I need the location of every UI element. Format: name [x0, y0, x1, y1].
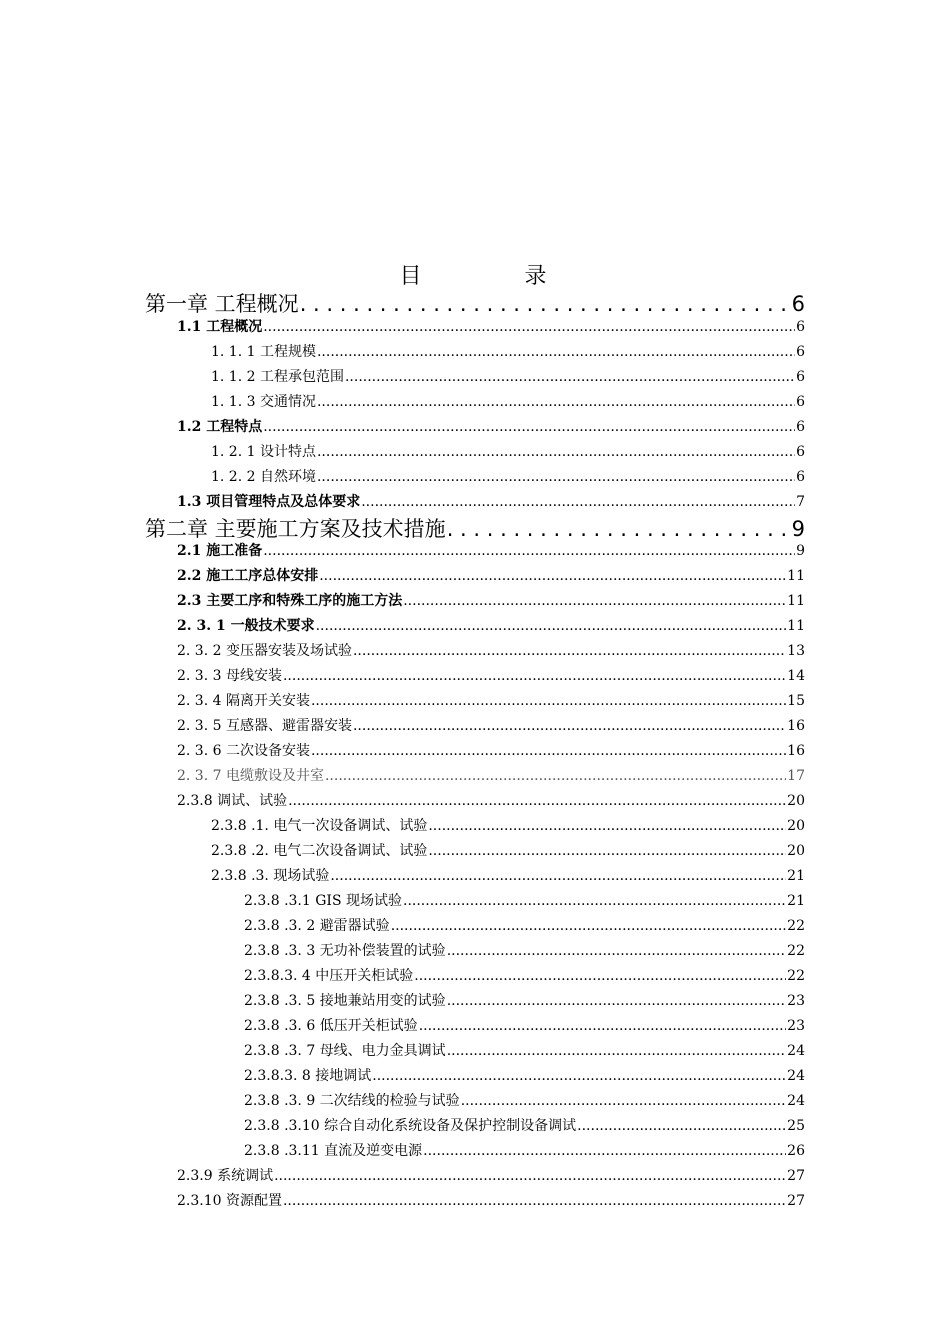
- toc-entry-label: 2.3.8 .1. 电气一次设备调试、试验: [211, 818, 428, 834]
- toc-entry-page: 11: [787, 618, 805, 634]
- toc-entry-label: 2.3.8 .3. 7 母线、电力金具调试: [244, 1043, 446, 1059]
- toc-entry[interactable]: [244, 1040, 805, 1060]
- toc-entry-page: 24: [787, 1093, 805, 1109]
- leader-dots: [288, 793, 786, 809]
- toc-entry-label: 2.3.8 .3. 3 无功补偿装置的试验: [244, 943, 446, 959]
- toc-entry-page: 16: [787, 743, 805, 759]
- toc-entry-page: 24: [787, 1043, 805, 1059]
- toc-entry-label: 2.3.8 .3. 6 低压开关柜试验: [244, 1018, 418, 1034]
- toc-entry-label: 1. 1. 3 交通情况: [211, 394, 316, 410]
- toc-entry[interactable]: [177, 765, 805, 785]
- toc-entry-label: 2.3.8 调试、试验: [177, 793, 288, 809]
- toc-entry[interactable]: [244, 1140, 805, 1160]
- toc-entry[interactable]: [244, 1015, 805, 1035]
- toc-entry-page: 6: [796, 394, 805, 410]
- toc-entry[interactable]: [244, 890, 805, 910]
- toc-entry-page: 23: [787, 993, 805, 1009]
- toc-entry[interactable]: [211, 840, 805, 860]
- toc-entry-page: 20: [787, 793, 805, 809]
- toc-entry[interactable]: [177, 540, 805, 560]
- leader-dots: [311, 693, 786, 709]
- leader-dots: [428, 843, 786, 859]
- toc-entry-label: 2.3.8.3. 8 接地调试: [244, 1068, 372, 1084]
- toc-entry-label: 1. 2. 1 设计特点: [211, 444, 316, 460]
- toc-entry-page: 27: [787, 1193, 805, 1209]
- leader-dots: [414, 968, 786, 984]
- toc-entry-page: 21: [787, 893, 805, 909]
- leader-dots: [403, 893, 786, 909]
- leader-dots: [353, 643, 786, 659]
- leader-dots: [361, 494, 795, 510]
- toc-entry-page: 6: [796, 469, 805, 485]
- toc-entry-page: 21: [787, 868, 805, 884]
- toc-entry[interactable]: [211, 366, 805, 386]
- toc-entry[interactable]: [177, 715, 805, 735]
- leader-dots: [325, 768, 786, 784]
- toc-entry[interactable]: [177, 491, 805, 511]
- toc-entry[interactable]: [177, 590, 805, 610]
- toc-entry-label: 2. 3. 1 一般技术要求: [177, 618, 315, 634]
- toc-entry-label: 1.1 工程概况: [177, 319, 263, 335]
- toc-entry[interactable]: [211, 441, 805, 461]
- leader-dots: [391, 918, 786, 934]
- toc-entry-page: 7: [796, 494, 805, 510]
- toc-entry-page: 9: [796, 543, 805, 559]
- toc-entry[interactable]: [177, 640, 805, 660]
- toc-entry[interactable]: [244, 965, 805, 985]
- leader-dots: [447, 517, 791, 541]
- toc-entry-label: 1.3 项目管理特点及总体要求: [177, 494, 361, 510]
- toc-entry-page: 13: [787, 643, 805, 659]
- toc-entry[interactable]: [211, 391, 805, 411]
- leader-dots: [403, 593, 786, 609]
- toc-entry-page: 6: [796, 319, 805, 335]
- toc-entry-page: 15: [787, 693, 805, 709]
- leader-dots: [317, 469, 795, 485]
- leader-dots: [447, 993, 786, 1009]
- toc-entry-page: 11: [787, 593, 805, 609]
- toc-title: 目 录: [399, 264, 595, 289]
- leader-dots: [274, 1168, 786, 1184]
- toc-entry-page: 6: [796, 444, 805, 460]
- toc-entry-page: 6: [796, 344, 805, 360]
- leader-dots: [447, 1043, 786, 1059]
- toc-entry-page: 20: [787, 843, 805, 859]
- toc-entry-page: 27: [787, 1168, 805, 1184]
- toc-entry-label: 2.3.8 .2. 电气二次设备调试、试验: [211, 843, 428, 859]
- leader-dots: [263, 319, 795, 335]
- toc-entry-page: 11: [787, 568, 805, 584]
- toc-entry[interactable]: [177, 1165, 805, 1185]
- toc-entry[interactable]: [177, 316, 805, 336]
- toc-entry[interactable]: [244, 1090, 805, 1110]
- toc-entry[interactable]: [244, 940, 805, 960]
- toc-entry-label: 1. 1. 1 工程规模: [211, 344, 316, 360]
- toc-entry-page: 6: [796, 369, 805, 385]
- toc-entry-label: 1. 1. 2 工程承包范围: [211, 369, 344, 385]
- toc-entry-page: 17: [787, 768, 805, 784]
- toc-entry[interactable]: [145, 513, 805, 539]
- toc-entry[interactable]: [244, 1065, 805, 1085]
- toc-entry-label: 2.3.9 系统调试: [177, 1168, 274, 1184]
- toc-entry[interactable]: [244, 915, 805, 935]
- toc-entry-label: 2.3.8 .3. 现场试验: [211, 868, 330, 884]
- toc-entry-label: 2. 3. 5 互感器、避雷器安装: [177, 718, 352, 734]
- toc-entry-page: 22: [787, 918, 805, 934]
- toc-entry[interactable]: [177, 690, 805, 710]
- toc-entry-page: 6: [796, 419, 805, 435]
- toc-entry[interactable]: [211, 466, 805, 486]
- leader-dots: [345, 369, 795, 385]
- toc-entry[interactable]: [211, 341, 805, 361]
- toc-entry[interactable]: [177, 665, 805, 685]
- toc-entry-page: 23: [787, 1018, 805, 1034]
- toc-entry[interactable]: [244, 1115, 805, 1135]
- toc-entry-label: 2. 3. 3 母线安装: [177, 668, 282, 684]
- leader-dots: [300, 292, 791, 316]
- leader-dots: [577, 1118, 786, 1134]
- toc-entry-page: 22: [787, 943, 805, 959]
- toc-entry-page: 14: [787, 668, 805, 684]
- leader-dots: [316, 618, 787, 634]
- leader-dots: [330, 868, 786, 884]
- toc-entry[interactable]: [177, 790, 805, 810]
- toc-entry-label: 2.3.8 .3. 5 接地兼站用变的试验: [244, 993, 446, 1009]
- toc-entry-label: 2.3.8 .3.10 综合自动化系统设备及保护控制设备调试: [244, 1118, 577, 1134]
- leader-dots: [263, 543, 795, 559]
- leader-dots: [317, 394, 795, 410]
- toc-entry-label: 1. 2. 2 自然环境: [211, 469, 316, 485]
- leader-dots: [263, 419, 795, 435]
- toc-entry-label: 2.3.8 .3. 2 避雷器试验: [244, 918, 390, 934]
- toc-entry-label: 2.3.8.3. 4 中压开关柜试验: [244, 968, 414, 984]
- leader-dots: [319, 568, 786, 584]
- toc-entry[interactable]: [244, 990, 805, 1010]
- toc-entry-page: 20: [787, 818, 805, 834]
- toc-entry-label: 2.3 主要工序和特殊工序的施工方法: [177, 593, 403, 609]
- toc-entry-page: 24: [787, 1068, 805, 1084]
- leader-dots: [461, 1093, 786, 1109]
- toc-entry-label: 1.2 工程特点: [177, 419, 263, 435]
- toc-entry[interactable]: [211, 815, 805, 835]
- leader-dots: [423, 1143, 786, 1159]
- toc-entry[interactable]: [177, 416, 805, 436]
- toc-entry-label: 2.3.8 .3. 9 二次结线的检验与试验: [244, 1093, 460, 1109]
- leader-dots: [317, 444, 795, 460]
- toc-entry-page: 26: [787, 1143, 805, 1159]
- leader-dots: [283, 1193, 786, 1209]
- toc-entry-label: 2.3.10 资源配置: [177, 1193, 282, 1209]
- leader-dots: [372, 1068, 786, 1084]
- leader-dots: [311, 743, 786, 759]
- toc-entry-page: 22: [787, 968, 805, 984]
- leader-dots: [428, 818, 786, 834]
- toc-entry[interactable]: [177, 740, 805, 760]
- toc-entry-label: 2.2 施工工序总体安排: [177, 568, 319, 584]
- toc-entry-label: 2. 3. 6 二次设备安装: [177, 743, 310, 759]
- toc-entry-page: 9: [791, 517, 805, 541]
- toc-entry-label: 第一章 工程概况: [145, 292, 299, 316]
- toc-entry[interactable]: [211, 865, 805, 885]
- toc-entry-label: 2.3.8 .3.11 直流及逆变电源: [244, 1143, 423, 1159]
- toc-entry-label: 2.1 施工准备: [177, 543, 263, 559]
- toc-entry-label: 2. 3. 4 隔离开关安装: [177, 693, 310, 709]
- toc-entry-label: 2. 3. 2 变压器安装及场试验: [177, 643, 352, 659]
- toc-entry[interactable]: [177, 1190, 805, 1210]
- toc-entry-page: 25: [787, 1118, 805, 1134]
- toc-entry-label: 2. 3. 7 电缆敷设及井室: [177, 768, 324, 784]
- leader-dots: [353, 718, 786, 734]
- leader-dots: [419, 1018, 786, 1034]
- leader-dots: [283, 668, 786, 684]
- toc-entry[interactable]: [145, 288, 805, 314]
- toc-entry[interactable]: [177, 565, 805, 585]
- leader-dots: [317, 344, 795, 360]
- toc-entry[interactable]: [177, 615, 805, 635]
- toc-entry-page: 6: [791, 292, 805, 316]
- toc-entry-label: 第二章 主要施工方案及技术措施: [145, 517, 446, 541]
- toc-entry-label: 2.3.8 .3.1 GIS 现场试验: [244, 893, 402, 909]
- leader-dots: [447, 943, 786, 959]
- toc-entry-page: 16: [787, 718, 805, 734]
